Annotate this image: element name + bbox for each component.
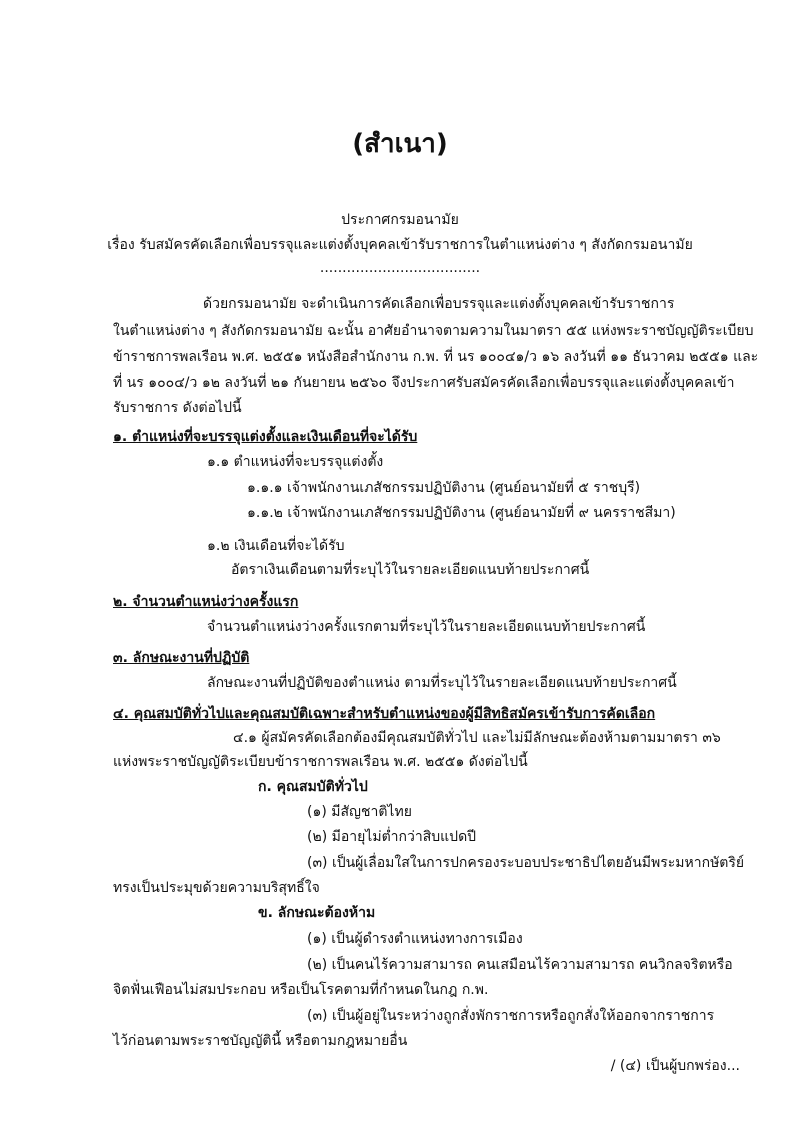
section-4-heading: ๔. คุณสมบัติทั่วไปและคุณสมบัติเฉพาะสำหรับตำแหน่งของผู้มีสิทธิสมัครเข้ารับการคัดเลือก [113,706,656,722]
prohibitions-heading: ข. ลักษณะต้องห้าม [258,905,376,921]
section-4-1-cont: แห่งพระราชบัญญัติระเบียบข้าราชการพลเรือน พ.ศ. ๒๕๕๑ ดังต่อไปนี้ [113,754,528,770]
intro-line-4: ที่ นร ๑๐๐๔/ว ๑๒ ลงวันที่ ๒๑ กันยายน ๒๕๖๐ จึงประกาศรับสมัครคัดเลือกเพื่อบรรจุและแต่งตั้งบุคคลเข้า [113,375,735,391]
section-2-body: จำนวนตำแหน่งว่างครั้งแรกตามที่ระบุไว้ในรายละเอียดแนบท้ายประกาศนี้ [207,619,646,635]
prohibition-1: (๑) เป็นผู้ดำรงตำแหน่งทางการเมือง [307,931,523,947]
section-2-heading: ๒. จำนวนตำแหน่งว่างครั้งแรก [113,594,299,610]
position-2: ๑.๑.๒ เจ้าพนักงานเภสัชกรรมปฏิบัติงาน (ศูนย์อนามัยที่ ๙ นครราชสีมา) [247,505,676,521]
announcement-subject: เรื่อง รับสมัครคัดเลือกเพื่อบรรจุและแต่งตั้งบุคคลเข้ารับราชการในตำแหน่งต่าง ๆ สังกัดกรมอนามัย [107,237,693,253]
section-3-heading: ๓. ลักษณะงานที่ปฏิบัติ [113,650,250,666]
section-1-heading: ๑. ตำแหน่งที่จะบรรจุแต่งตั้งและเงินเดือนที่จะได้รับ [113,429,418,445]
position-1: ๑.๑.๑ เจ้าพนักงานเภสัชกรรมปฏิบัติงาน (ศูนย์อนามัยที่ ๕ ราชบุรี) [247,480,641,496]
copy-mark: (สำเนา) [352,129,448,159]
prohibition-2: (๒) เป็นคนไร้ความสามารถ คนเสมือนไร้ความสามารถ คนวิกลจริตหรือ [307,957,733,973]
intro-line-1: ด้วยกรมอนามัย จะดำเนินการคัดเลือกเพื่อบรรจุและแต่งตั้งบุคคลเข้ารับราชการ [203,296,675,312]
section-1-2: ๑.๒ เงินเดือนที่จะได้รับ [207,538,345,554]
intro-line-2: ในตำแหน่งต่าง ๆ สังกัดกรมอนามัย ฉะนั้น อาศัยอำนาจตามความในมาตรา ๕๕ แห่งพระราชบัญญัติระเบียบ [113,323,754,339]
qualification-3-cont: ทรงเป็นประมุขด้วยความบริสุทธิ์ใจ [113,880,320,896]
general-qualifications-heading: ก. คุณสมบัติทั่วไป [258,779,368,795]
intro-line-5: รับราชการ ดังต่อไปนี้ [113,400,242,416]
section-1-1: ๑.๑ ตำแหน่งที่จะบรรจุแต่งตั้ง [207,454,384,470]
section-4-1: ๔.๑ ผู้สมัครคัดเลือกต้องมีคุณสมบัติทั่วไป และไม่มีลักษณะต้องห้ามตามมาตรา ๓๖ [233,730,721,746]
prohibition-3-cont: ไว้ก่อนตามพระราชบัญญัตินี้ หรือตามกฎหมายอื่น [113,1033,408,1049]
continuation-marker: / (๔) เป็นผู้บกพร่อง... [610,1058,740,1074]
salary-text: อัตราเงินเดือนตามที่ระบุไว้ในรายละเอียดแนบท้ายประกาศนี้ [231,562,590,578]
prohibition-3: (๓) เป็นผู้อยู่ในระหว่างถูกสั่งพักราชการหรือถูกสั่งให้ออกจากราชการ [307,1008,715,1024]
header-separator: .................................... [319,260,481,276]
intro-line-3: ข้าราชการพลเรือน พ.ศ. ๒๕๕๑ หนังสือสำนักงาน ก.พ. ที่ นร ๑๐๐๔๑/ว ๑๖ ลงวันที่ ๑๑ ธันวาคม ๒๕๕๑ และ [113,349,759,365]
qualification-1: (๑) มีสัญชาติไทย [307,804,412,820]
qualification-2: (๒) มีอายุไม่ต่ำกว่าสิบแปดปี [307,829,477,845]
section-3-body: ลักษณะงานที่ปฏิบัติของตำแหน่ง ตามที่ระบุไว้ในรายละเอียดแนบท้ายประกาศนี้ [207,675,677,691]
qualification-3: (๓) เป็นผู้เลื่อมใสในการปกครองระบอบประชาธิปไตยอันมีพระมหากษัตริย์ [307,855,745,871]
announcement-org: ประกาศกรมอนามัย [341,212,459,228]
prohibition-2-cont: จิตฟั่นเฟือนไม่สมประกอบ หรือเป็นโรคตามที่กำหนดในกฎ ก.พ. [113,982,489,998]
